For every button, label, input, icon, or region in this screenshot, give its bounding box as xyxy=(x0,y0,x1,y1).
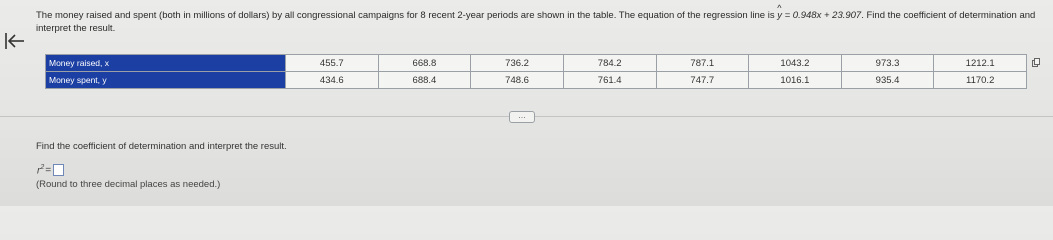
regression-equation xyxy=(777,10,861,21)
y-hat: ^ y xyxy=(777,9,782,22)
table-cell: 784.2 xyxy=(563,55,656,72)
r-exp: 2 xyxy=(40,164,45,171)
expand-more-button[interactable]: … xyxy=(509,111,535,123)
table-row xyxy=(46,55,1027,72)
table-cell: 688.4 xyxy=(378,72,471,89)
r-squared-label xyxy=(37,164,44,176)
r-var: r xyxy=(37,165,41,177)
table-cell: 935.4 xyxy=(841,72,934,89)
copy-data-icon[interactable] xyxy=(1032,58,1040,67)
question-outro: . Find the coefficient of determination and interpret the result. xyxy=(36,10,1036,34)
table-cell: 1212.1 xyxy=(934,55,1027,72)
table-cell: 747.7 xyxy=(656,72,749,89)
data-table xyxy=(45,54,1027,89)
back-arrow-icon[interactable] xyxy=(2,30,26,52)
table-cell: 761.4 xyxy=(563,72,656,89)
row-header: Money raised, x xyxy=(46,55,286,72)
table-cell: 1043.2 xyxy=(749,55,842,72)
question-text xyxy=(36,9,1046,35)
question-intro: The money raised and spent (both in millions of dollars) by all congressional campaigns for 8 recent 2-year periods are shown in the table. The equation of the regression line is xyxy=(36,10,778,21)
prompt-text: Find the coefficient of determination and interpret the result. xyxy=(36,141,287,152)
table-cell: 973.3 xyxy=(841,55,934,72)
table-cell: 434.6 xyxy=(286,72,379,89)
row-header: Money spent, y xyxy=(46,72,286,89)
table-cell: 1170.2 xyxy=(934,72,1027,89)
equals-sign: = xyxy=(45,164,52,176)
table-cell: 787.1 xyxy=(656,55,749,72)
answer-input[interactable] xyxy=(53,164,64,176)
answer-row xyxy=(37,164,64,176)
table-cell: 455.7 xyxy=(286,55,379,72)
table-cell: 1016.1 xyxy=(749,72,842,89)
table-cell: 736.2 xyxy=(471,55,564,72)
equation-rest: = 0.948x + 23.907 xyxy=(781,10,862,21)
rounding-hint: (Round to three decimal places as needed.) xyxy=(36,179,221,190)
table-row xyxy=(46,72,1027,89)
table-cell: 668.8 xyxy=(378,55,471,72)
table-cell: 748.6 xyxy=(471,72,564,89)
